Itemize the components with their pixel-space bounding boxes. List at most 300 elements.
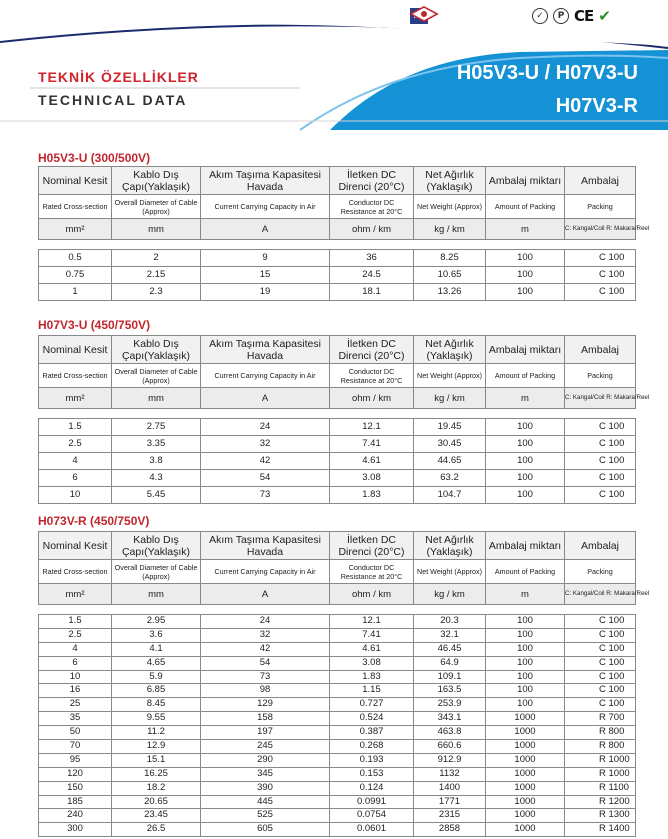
table-cell: 25 (39, 698, 112, 712)
table-row (39, 642, 636, 656)
table-cell: 1000 (486, 823, 565, 837)
table-cell: 445 (201, 795, 330, 809)
column-header-en: Amount of Packing (486, 560, 565, 584)
table-row (39, 712, 636, 726)
table-cell: 7.41 (330, 628, 414, 642)
column-header-en: Amount of Packing (486, 364, 565, 388)
table-cell: C 100 (565, 670, 636, 684)
table-cell: 0.727 (330, 698, 414, 712)
header-row-turkish (39, 167, 636, 195)
header-row-english (39, 195, 636, 219)
column-header-en: Overall Diameter of Cable (Approx) (112, 195, 201, 219)
page-header (0, 0, 668, 130)
table-cell: 44.65 (414, 453, 486, 470)
table-cell: 50 (39, 726, 112, 740)
ce-mark-icon: CE (574, 7, 594, 25)
table-cell: 1.5 (39, 615, 112, 629)
table-cell: 4 (39, 453, 112, 470)
unit-row (39, 388, 636, 409)
table-cell: R 1200 (565, 795, 636, 809)
table-cell: 32.1 (414, 628, 486, 642)
table-row (39, 470, 636, 487)
table-cell: 1 (39, 284, 112, 301)
circle-check-cert-icon: ✓ (532, 8, 548, 24)
table-row (39, 628, 636, 642)
column-header-tr: İletken DC Direnci (20°C) (330, 167, 414, 195)
table-cell: 63.2 (414, 470, 486, 487)
table-cell: 16 (39, 684, 112, 698)
column-header-tr: Nominal Kesit (39, 336, 112, 364)
table-cell: R 800 (565, 740, 636, 754)
table-cell: C 100 (565, 628, 636, 642)
product-title-line2: H07V3-R (555, 95, 638, 117)
table-cell: 1132 (414, 767, 486, 781)
column-header-tr: Net Ağırlık (Yaklaşık) (414, 336, 486, 364)
column-header-tr: Kablo Dış Çapı(Yaklaşık) (112, 532, 201, 560)
table-cell: R 1000 (565, 753, 636, 767)
table-cell: 605 (201, 823, 330, 837)
table-row (39, 267, 636, 284)
column-header-tr: Net Ağırlık (Yaklaşık) (414, 532, 486, 560)
table-cell: 6 (39, 656, 112, 670)
table-cell: 2.75 (112, 419, 201, 436)
table-cell: 32 (201, 628, 330, 642)
table-cell: 15 (201, 267, 330, 284)
table-cell: 6.85 (112, 684, 201, 698)
spacer-row (39, 605, 636, 615)
table-cell: 9.55 (112, 712, 201, 726)
table-cell: 1771 (414, 795, 486, 809)
table-cell: 525 (201, 809, 330, 823)
table-cell: 100 (486, 487, 565, 504)
table-cell: 18.2 (112, 781, 201, 795)
spacer-cell (414, 409, 486, 419)
table-cell: 15.1 (112, 753, 201, 767)
diamond-cert-icon (499, 8, 527, 24)
spec-table-h07v3u (38, 335, 650, 504)
spacer-cell (201, 240, 330, 250)
table-cell: 42 (201, 453, 330, 470)
column-header-en: Rated Cross-section (39, 195, 112, 219)
table-cell: 19.45 (414, 419, 486, 436)
spacer-cell (112, 240, 201, 250)
spacer-cell (201, 409, 330, 419)
table-row (39, 823, 636, 837)
table-cell: 1.83 (330, 670, 414, 684)
table-cell: R 700 (565, 712, 636, 726)
table-cell: 104.7 (414, 487, 486, 504)
table-cell: 0.0754 (330, 809, 414, 823)
table-row (39, 250, 636, 267)
table-cell: 32 (201, 436, 330, 453)
table-cell: 9 (201, 250, 330, 267)
spacer-cell (486, 240, 565, 250)
unit-row (39, 584, 636, 605)
table-cell: 129 (201, 698, 330, 712)
table-cell: 19 (201, 284, 330, 301)
column-header-en: Amount of Packing (486, 195, 565, 219)
table-cell: 12.1 (330, 419, 414, 436)
spacer-cell (565, 605, 636, 615)
table-row (39, 767, 636, 781)
unit-cell: ohm / km (330, 388, 414, 409)
table-cell: C 100 (565, 436, 636, 453)
column-header-tr: Ambalaj miktarı (486, 336, 565, 364)
table-cell: 100 (486, 615, 565, 629)
table-cell: 1.83 (330, 487, 414, 504)
table-row (39, 656, 636, 670)
column-header-tr: Nominal Kesit (39, 167, 112, 195)
spacer-cell (330, 240, 414, 250)
table-cell: 64.9 (414, 656, 486, 670)
column-header-tr: Ambalaj (565, 167, 636, 195)
table-row (39, 698, 636, 712)
table-cell: 12.1 (330, 615, 414, 629)
table-cell: 660.6 (414, 740, 486, 754)
unit-cell: A (201, 219, 330, 240)
table-cell: 100 (486, 670, 565, 684)
table-row (39, 740, 636, 754)
table-cell: 3.6 (112, 628, 201, 642)
unit-cell: kg / km (414, 584, 486, 605)
table-cell: 2858 (414, 823, 486, 837)
table-cell: 0.124 (330, 781, 414, 795)
table-cell: 100 (486, 250, 565, 267)
table-cell: 20.3 (414, 615, 486, 629)
column-header-en: Net Weight (Approx) (414, 364, 486, 388)
table-row (39, 753, 636, 767)
table-cell: 100 (486, 470, 565, 487)
table-cell: 0.75 (39, 267, 112, 284)
header-row-turkish (39, 532, 636, 560)
header-row-turkish (39, 336, 636, 364)
unit-cell: mm² (39, 388, 112, 409)
column-header-en: Overall Diameter of Cable (Approx) (112, 364, 201, 388)
diamond-cert-icon (466, 8, 494, 24)
table-cell: C 100 (565, 684, 636, 698)
table-cell: 0.0601 (330, 823, 414, 837)
column-header-tr: Akım Taşıma Kapasitesi Havada (201, 532, 330, 560)
table-cell: 7.41 (330, 436, 414, 453)
table-cell: 345 (201, 767, 330, 781)
table-cell: 3.08 (330, 470, 414, 487)
spacer-cell (414, 605, 486, 615)
table-cell: C 100 (565, 642, 636, 656)
table-cell: 2.15 (112, 267, 201, 284)
table-cell: 100 (486, 436, 565, 453)
table-cell: 46.45 (414, 642, 486, 656)
table-cell: 0.193 (330, 753, 414, 767)
table-cell: 2.5 (39, 436, 112, 453)
table-cell: 8.45 (112, 698, 201, 712)
table-cell: C 100 (565, 453, 636, 470)
table-cell: 4.3 (112, 470, 201, 487)
table-row (39, 670, 636, 684)
table-cell: 2.5 (39, 628, 112, 642)
table-cell: 1000 (486, 781, 565, 795)
table-cell: 4.1 (112, 642, 201, 656)
column-header-en: Packing (565, 364, 636, 388)
table-row (39, 436, 636, 453)
table-cell: 1000 (486, 809, 565, 823)
table-cell: 23.45 (112, 809, 201, 823)
table-cell: 1000 (486, 712, 565, 726)
table-cell: C 100 (565, 419, 636, 436)
table-row (39, 781, 636, 795)
table-cell: 30.45 (414, 436, 486, 453)
table-cell: 100 (486, 684, 565, 698)
table-cell: 95 (39, 753, 112, 767)
unit-cell: C: Kangal/Coil R: Makara/Reel (565, 219, 636, 240)
column-header-en: Current Carrying Capacity in Air (201, 560, 330, 584)
table-cell: 185 (39, 795, 112, 809)
table-cell: 1000 (486, 795, 565, 809)
table-cell: C 100 (565, 470, 636, 487)
table-cell: 390 (201, 781, 330, 795)
table-cell: 1000 (486, 767, 565, 781)
unit-cell: mm (112, 388, 201, 409)
column-header-en: Rated Cross-section (39, 560, 112, 584)
table-cell: 24.5 (330, 267, 414, 284)
spacer-cell (486, 605, 565, 615)
table-row (39, 453, 636, 470)
table-cell: 1.5 (39, 419, 112, 436)
table-cell: 240 (39, 809, 112, 823)
table-cell: 0.5 (39, 250, 112, 267)
unit-cell: C: Kangal/Coil R: Makara/Reel (565, 388, 636, 409)
table-cell: 54 (201, 470, 330, 487)
column-header-en: Packing (565, 560, 636, 584)
table-cell: 100 (486, 267, 565, 284)
table-cell: 150 (39, 781, 112, 795)
table-cell: 24 (201, 615, 330, 629)
table-row (39, 284, 636, 301)
table-cell: R 1300 (565, 809, 636, 823)
table-cell: 0.0991 (330, 795, 414, 809)
spacer-cell (201, 605, 330, 615)
table-cell: 0.153 (330, 767, 414, 781)
table-row (39, 615, 636, 629)
table-cell: 912.9 (414, 753, 486, 767)
table-cell: 10 (39, 487, 112, 504)
table-cell: 42 (201, 642, 330, 656)
unit-cell: ohm / km (330, 584, 414, 605)
header-row-english (39, 364, 636, 388)
spacer-row (39, 409, 636, 419)
table-cell: 12.9 (112, 740, 201, 754)
column-header-en: Net Weight (Approx) (414, 195, 486, 219)
table-cell: 100 (486, 419, 565, 436)
table-cell: 1000 (486, 740, 565, 754)
table-cell: 10.65 (414, 267, 486, 284)
table-cell: C 100 (565, 656, 636, 670)
column-header-tr: Akım Taşıma Kapasitesi Havada (201, 336, 330, 364)
spacer-cell (330, 605, 414, 615)
column-header-tr: Kablo Dış Çapı(Yaklaşık) (112, 336, 201, 364)
column-header-tr: Ambalaj (565, 532, 636, 560)
table-cell: 100 (486, 453, 565, 470)
table-cell: C 100 (565, 615, 636, 629)
unit-row (39, 219, 636, 240)
table-row (39, 419, 636, 436)
table-cell: R 800 (565, 726, 636, 740)
column-header-tr: İletken DC Direnci (20°C) (330, 532, 414, 560)
page-title-turkish: TEKNİK ÖZELLİKLER (38, 69, 199, 85)
column-header-tr: Ambalaj miktarı (486, 532, 565, 560)
table-row (39, 487, 636, 504)
table-cell: 1000 (486, 753, 565, 767)
table-cell: 2 (112, 250, 201, 267)
unit-cell: kg / km (414, 388, 486, 409)
spec-table-h05v3u (38, 166, 650, 301)
unit-cell: m (486, 584, 565, 605)
table-cell: 290 (201, 753, 330, 767)
unit-cell: ohm / km (330, 219, 414, 240)
table-cell: 1000 (486, 726, 565, 740)
column-header-en: Conductor DC Resistance at 20°C (330, 560, 414, 584)
table-cell: C 100 (565, 267, 636, 284)
table-cell: 197 (201, 726, 330, 740)
table-cell: 4.61 (330, 642, 414, 656)
column-header-tr: Ambalaj (565, 336, 636, 364)
table-row (39, 684, 636, 698)
table-cell: R 1000 (565, 767, 636, 781)
table-cell: 0.268 (330, 740, 414, 754)
table-cell: C 100 (565, 250, 636, 267)
table-cell: 18.1 (330, 284, 414, 301)
table-cell: R 1100 (565, 781, 636, 795)
table-cell: 100 (486, 284, 565, 301)
table-cell: 3.8 (112, 453, 201, 470)
table-cell: C 100 (565, 487, 636, 504)
table-cell: 463.8 (414, 726, 486, 740)
table-cell: 13.26 (414, 284, 486, 301)
table-cell: 5.9 (112, 670, 201, 684)
table-cell: 0.387 (330, 726, 414, 740)
spacer-cell (565, 409, 636, 419)
table-cell: 343.1 (414, 712, 486, 726)
table-cell: 24 (201, 419, 330, 436)
table-cell: 54 (201, 656, 330, 670)
table-cell: 120 (39, 767, 112, 781)
table-cell: 100 (486, 628, 565, 642)
column-header-en: Net Weight (Approx) (414, 560, 486, 584)
column-header-en: Current Carrying Capacity in Air (201, 195, 330, 219)
header-row-english (39, 560, 636, 584)
column-header-en: Packing (565, 195, 636, 219)
column-header-tr: İletken DC Direnci (20°C) (330, 336, 414, 364)
product-title-line1: H05V3-U / H07V3-U (456, 62, 638, 84)
table-row (39, 809, 636, 823)
table-cell: 20.65 (112, 795, 201, 809)
table-cell: 26.5 (112, 823, 201, 837)
table-cell: 163.5 (414, 684, 486, 698)
table-cell: 0.524 (330, 712, 414, 726)
column-header-tr: Net Ağırlık (Yaklaşık) (414, 167, 486, 195)
spacer-cell (330, 409, 414, 419)
column-header-en: Current Carrying Capacity in Air (201, 364, 330, 388)
spacer-cell (414, 240, 486, 250)
table-cell: 6 (39, 470, 112, 487)
table-cell: 245 (201, 740, 330, 754)
spacer-cell (39, 240, 112, 250)
unit-cell: A (201, 388, 330, 409)
spacer-cell (39, 605, 112, 615)
section-title-h07v3u: H07V3-U (450/750V) (38, 318, 151, 332)
certification-icons (410, 6, 611, 26)
table-cell: 2315 (414, 809, 486, 823)
spacer-cell (486, 409, 565, 419)
spacer-cell (565, 240, 636, 250)
section-title-h05v3u: H05V3-U (300/500V) (38, 151, 151, 165)
table-cell: 70 (39, 740, 112, 754)
table-cell: 2.95 (112, 615, 201, 629)
table-cell: 3.08 (330, 656, 414, 670)
spec-table-h073vr (38, 531, 650, 837)
unit-cell: A (201, 584, 330, 605)
table-cell: C 100 (565, 284, 636, 301)
column-header-en: Rated Cross-section (39, 364, 112, 388)
column-header-en: Conductor DC Resistance at 20°C (330, 364, 414, 388)
table-cell: 3.35 (112, 436, 201, 453)
table-cell: 4.65 (112, 656, 201, 670)
table-cell: 2.3 (112, 284, 201, 301)
section-title-h073vr: H073V-R (450/750V) (38, 514, 150, 528)
spacer-cell (39, 409, 112, 419)
table-cell: C 100 (565, 698, 636, 712)
unit-cell: mm (112, 219, 201, 240)
table-cell: 253.9 (414, 698, 486, 712)
unit-cell: C: Kangal/Coil R: Makara/Reel (565, 584, 636, 605)
table-cell: 4.61 (330, 453, 414, 470)
unit-cell: m (486, 388, 565, 409)
table-row (39, 726, 636, 740)
table-cell: 4 (39, 642, 112, 656)
table-cell: 1.15 (330, 684, 414, 698)
column-header-en: Overall Diameter of Cable (Approx) (112, 560, 201, 584)
table-cell: 1400 (414, 781, 486, 795)
column-header-tr: Akım Taşıma Kapasitesi Havada (201, 167, 330, 195)
table-cell: 35 (39, 712, 112, 726)
spacer-cell (112, 409, 201, 419)
table-cell: 109.1 (414, 670, 486, 684)
table-cell: 100 (486, 656, 565, 670)
table-cell: 158 (201, 712, 330, 726)
table-cell: 11.2 (112, 726, 201, 740)
table-cell: 5.45 (112, 487, 201, 504)
column-header-en: Conductor DC Resistance at 20°C (330, 195, 414, 219)
gost-icon: Р (553, 8, 569, 24)
page-title-english: TECHNICAL DATA (38, 92, 188, 108)
table-cell: R 1400 (565, 823, 636, 837)
table-cell: 73 (201, 487, 330, 504)
table-cell: 73 (201, 670, 330, 684)
spacer-row (39, 240, 636, 250)
table-cell: 98 (201, 684, 330, 698)
table-cell: 8.25 (414, 250, 486, 267)
table-cell: 16.25 (112, 767, 201, 781)
checkmark-icon: ✔ (598, 7, 611, 25)
unit-cell: kg / km (414, 219, 486, 240)
unit-cell: m (486, 219, 565, 240)
unit-cell: mm² (39, 219, 112, 240)
unit-cell: mm² (39, 584, 112, 605)
table-cell: 100 (486, 698, 565, 712)
table-cell: 100 (486, 642, 565, 656)
table-row (39, 795, 636, 809)
table-cell: 300 (39, 823, 112, 837)
unit-cell: mm (112, 584, 201, 605)
